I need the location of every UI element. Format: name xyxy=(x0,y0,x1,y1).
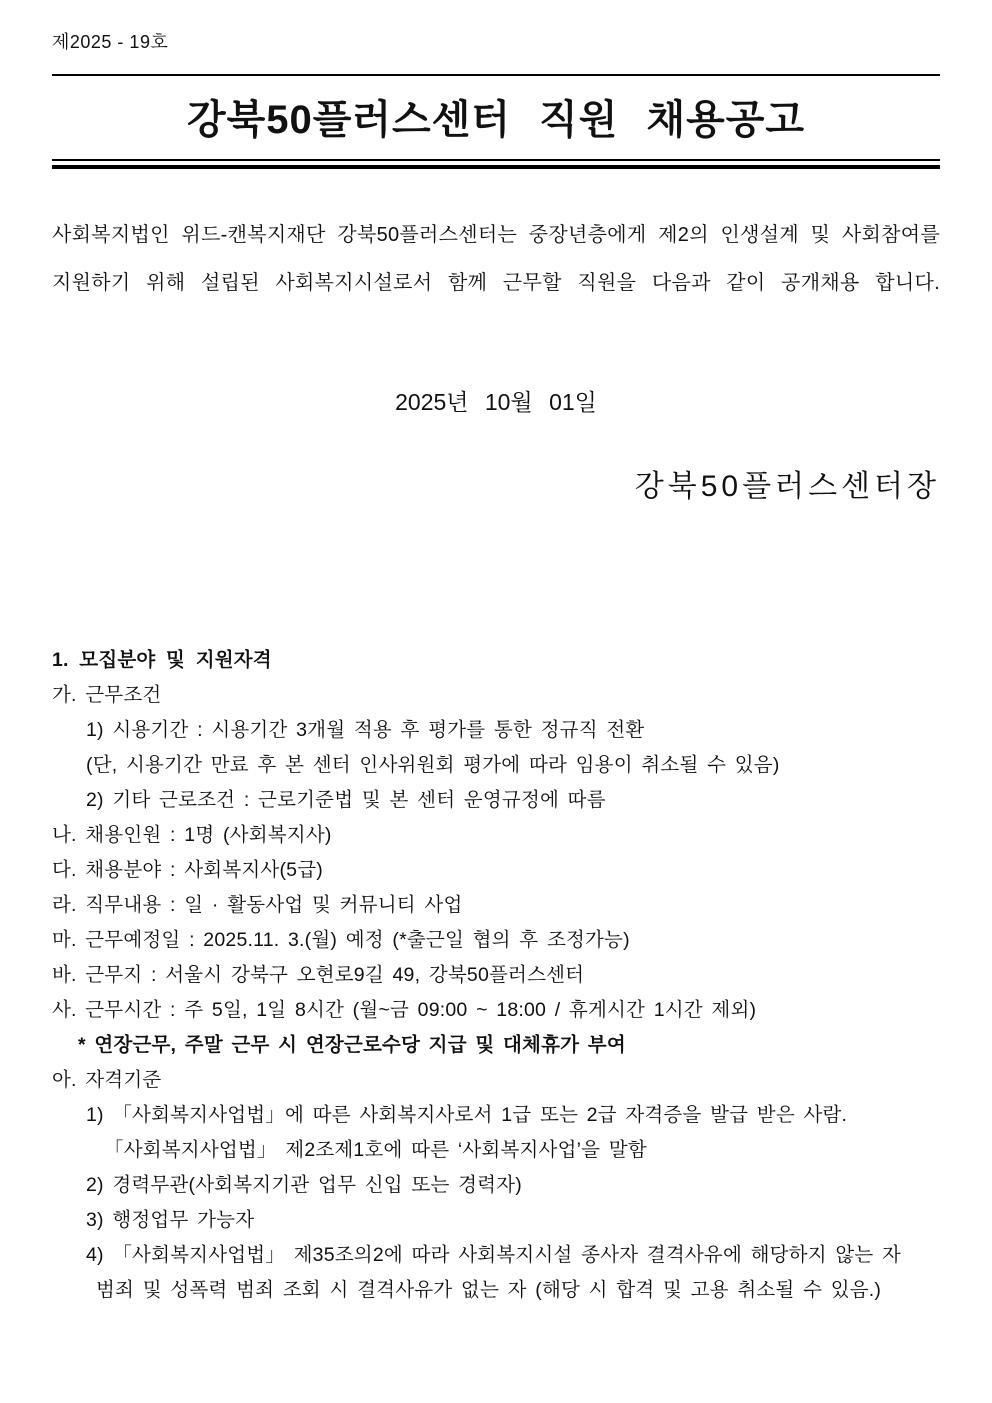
title-double-rule xyxy=(52,159,940,169)
section-1 xyxy=(52,642,940,1308)
header-rule xyxy=(52,74,940,76)
page-title: 강북50플러스센터 직원 채용공고 xyxy=(186,98,806,142)
body-line: 「사회복지사업법」 제2조제1호에 따른 ‘사회복지사업’을 말함 xyxy=(104,1139,647,1161)
body-line: 아. 자격기준 xyxy=(52,1069,162,1091)
body-line: 1) 「사회복지사업법」에 따른 사회복지사로서 1급 또는 2급 자격증을 발급 받은 사람. xyxy=(86,1104,848,1126)
body-line: 범죄 및 성폭력 범죄 조회 시 결격사유가 없는 자 (해당 시 합격 및 고용 취소될 수 있음.) xyxy=(96,1279,882,1301)
body-line: 라. 직무내용 : 일 · 활동사업 및 커뮤니티 사업 xyxy=(52,894,463,916)
body-line: 2) 기타 근로조건 : 근로기준법 및 본 센터 운영규정에 따름 xyxy=(86,789,606,811)
document-number: 제2025 - 19호 xyxy=(52,32,169,52)
body-line: 가. 근무조건 xyxy=(52,684,162,706)
body-line: 다. 채용분야 : 사회복지사(5급) xyxy=(52,859,323,881)
section-heading: 1. 모집분야 및 지원자격 xyxy=(52,649,272,671)
body-line: 사. 근무시간 : 주 5일, 1일 8시간 (월~금 09:00 ~ 18:00 / 휴게시간 1시간 제외) xyxy=(52,999,757,1021)
body-line: 3) 행정업무 가능자 xyxy=(86,1209,255,1231)
date-line: 2025년 10월 01일 xyxy=(395,389,597,415)
intro-paragraph: 사회복지법인 위드-캔복지재단 강북50플러스센터는 중장년층에게 제2의 인생설계 및 사회참여를 지원하기 위해 설립된 사회복지시설로서 함께 근무할 직원을 다음과 같이 공개채용 합니다. xyxy=(52,224,940,294)
body-line: (단, 시용기간 만료 후 본 센터 인사위원회 평가에 따라 임용이 취소될 수 있음) xyxy=(86,754,780,776)
body-line: 2) 경력무관(사회복지기관 업무 신입 또는 경력자) xyxy=(86,1174,522,1196)
body-line: 1) 시용기간 : 시용기간 3개월 적용 후 평가를 통한 정규직 전환 xyxy=(86,719,645,741)
body-line: 나. 채용인원 : 1명 (사회복지사) xyxy=(52,824,332,846)
body-line: 4) 「사회복지사업법」 제35조의2에 따라 사회복지시설 종사자 결격사유에 해당하지 않는 자 xyxy=(86,1244,902,1266)
body-line: 마. 근무예정일 : 2025.11. 3.(월) 예정 (*출근일 협의 후 조정가능) xyxy=(52,929,630,951)
body-line: 바. 근무지 : 서울시 강북구 오현로9길 49, 강북50플러스센터 xyxy=(52,964,585,986)
signer-line: 강북50플러스센터장 xyxy=(634,470,940,503)
body-line-emphasis: * 연장근무, 주말 근무 시 연장근로수당 지급 및 대체휴가 부여 xyxy=(78,1034,626,1056)
